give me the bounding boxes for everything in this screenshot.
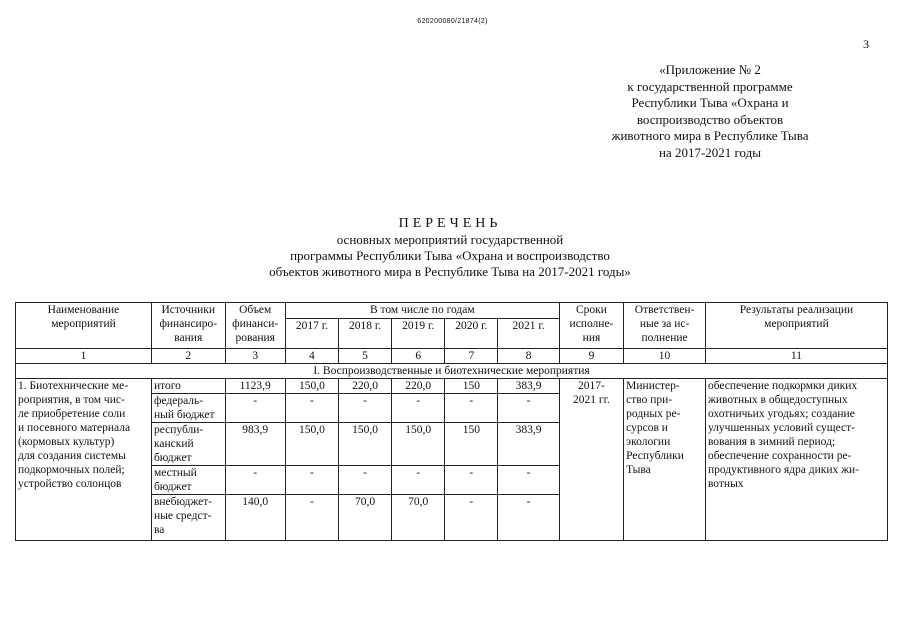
measures-table [15, 302, 888, 541]
year-cell: - [392, 394, 445, 423]
title-heading: ПЕРЕЧЕНЬ [398, 216, 502, 231]
year-cell: 150,0 [285, 379, 338, 394]
year-cell: 70,0 [338, 495, 391, 541]
year-cell: 150,0 [392, 423, 445, 466]
title-line: объектов животного мира в Республике Тыва на 2017-2021 годы» [269, 264, 631, 279]
year-cell: - [285, 394, 338, 423]
header-year: 2021 г. [498, 319, 559, 349]
year-cell: - [498, 495, 559, 541]
appendix-line: к государственной программе [627, 78, 793, 94]
page-number: 3 [863, 37, 869, 51]
responsible-cell: Министер- ство при- родных ре- сурсов и экологии Республики Тыва [624, 379, 706, 541]
document-title [150, 216, 750, 280]
header-year: 2019 г. [392, 319, 445, 349]
year-cell: - [338, 466, 391, 495]
year-cell: - [498, 394, 559, 423]
column-number: 8 [498, 349, 559, 364]
section-title: I. Воспроизводственные и биотехнические мероприятия [16, 364, 888, 379]
year-cell: 150 [445, 379, 498, 394]
header-year: 2017 г. [285, 319, 338, 349]
volume-cell: 140,0 [225, 495, 285, 541]
volume-cell: 983,9 [225, 423, 285, 466]
year-cell: 150 [445, 423, 498, 466]
results-cell: обеспечение подкормки диких животных в общедоступных охотничьих угодьях; создание улучшенных условий сущест- вования в зимний период; обеспечение сохранности ре- продуктивного ядра диких жи- вотных [705, 379, 887, 541]
column-number: 6 [392, 349, 445, 364]
appendix-line: воспроизводство объектов [636, 111, 784, 127]
deadline-cell: 2017- 2021 гг. [559, 379, 623, 541]
column-number-row [16, 349, 888, 364]
section-row [16, 364, 888, 379]
source-cell: итого [151, 379, 225, 394]
document-id: 620200080/21874(2) [417, 18, 488, 25]
appendix-line: Республики Тыва «Охрана и [631, 95, 789, 110]
appendix-line: на 2017-2021 годы [658, 144, 762, 160]
appendix-note [560, 62, 860, 161]
title-line: программы Республики Тыва «Охрана и воспроизводство [290, 248, 610, 263]
volume-cell: - [225, 394, 285, 423]
year-cell: 150,0 [338, 423, 391, 466]
header-responsible: Ответствен- ные за ис- полнение [624, 303, 706, 349]
year-cell: - [338, 394, 391, 423]
column-number: 5 [338, 349, 391, 364]
source-cell: федераль- ный бюджет [151, 394, 225, 423]
appendix-line: животного мира в Республике Тыва [611, 128, 809, 143]
header-year: 2018 г. [338, 319, 391, 349]
table-row [16, 379, 888, 394]
column-number: 2 [151, 349, 225, 364]
year-cell: - [445, 466, 498, 495]
year-cell: 383,9 [498, 379, 559, 394]
header-deadline: Сроки исполне- ния [559, 303, 623, 349]
header-name: Наименование мероприятий [16, 303, 152, 349]
column-number: 11 [705, 349, 887, 364]
year-cell: 70,0 [392, 495, 445, 541]
title-line: основных мероприятий государственной [336, 232, 564, 247]
appendix-line: «Приложение № 2 [659, 62, 761, 77]
column-number: 4 [285, 349, 338, 364]
header-row [16, 303, 888, 319]
year-cell: - [392, 466, 445, 495]
source-cell: республи- канский бюджет [151, 423, 225, 466]
volume-cell: - [225, 466, 285, 495]
source-cell: местный бюджет [151, 466, 225, 495]
header-source: Источники финансиро- вания [151, 303, 225, 349]
year-cell: 383,9 [498, 423, 559, 466]
year-cell: - [285, 466, 338, 495]
measure-name: 1. Биотехнические ме- роприятия, в том чис- ле приобретение соли и посевного материала (кормовых культур) для создания системы подкормочных полей; устройство солонцов [16, 379, 152, 541]
year-cell: 220,0 [392, 379, 445, 394]
column-number: 3 [225, 349, 285, 364]
column-number: 1 [16, 349, 152, 364]
column-number: 7 [445, 349, 498, 364]
year-cell: 150,0 [285, 423, 338, 466]
year-cell: - [445, 495, 498, 541]
header-year: 2020 г. [445, 319, 498, 349]
volume-cell: 1123,9 [225, 379, 285, 394]
year-cell: 220,0 [338, 379, 391, 394]
header-years-group: В том числе по годам [285, 303, 559, 319]
header-results: Результаты реализации мероприятий [705, 303, 887, 349]
column-number: 9 [559, 349, 623, 364]
header-volume: Объем финанси- рования [225, 303, 285, 349]
year-cell: - [498, 466, 559, 495]
year-cell: - [445, 394, 498, 423]
column-number: 10 [624, 349, 706, 364]
source-cell: внебюджет- ные средст- ва [151, 495, 225, 541]
year-cell: - [285, 495, 338, 541]
